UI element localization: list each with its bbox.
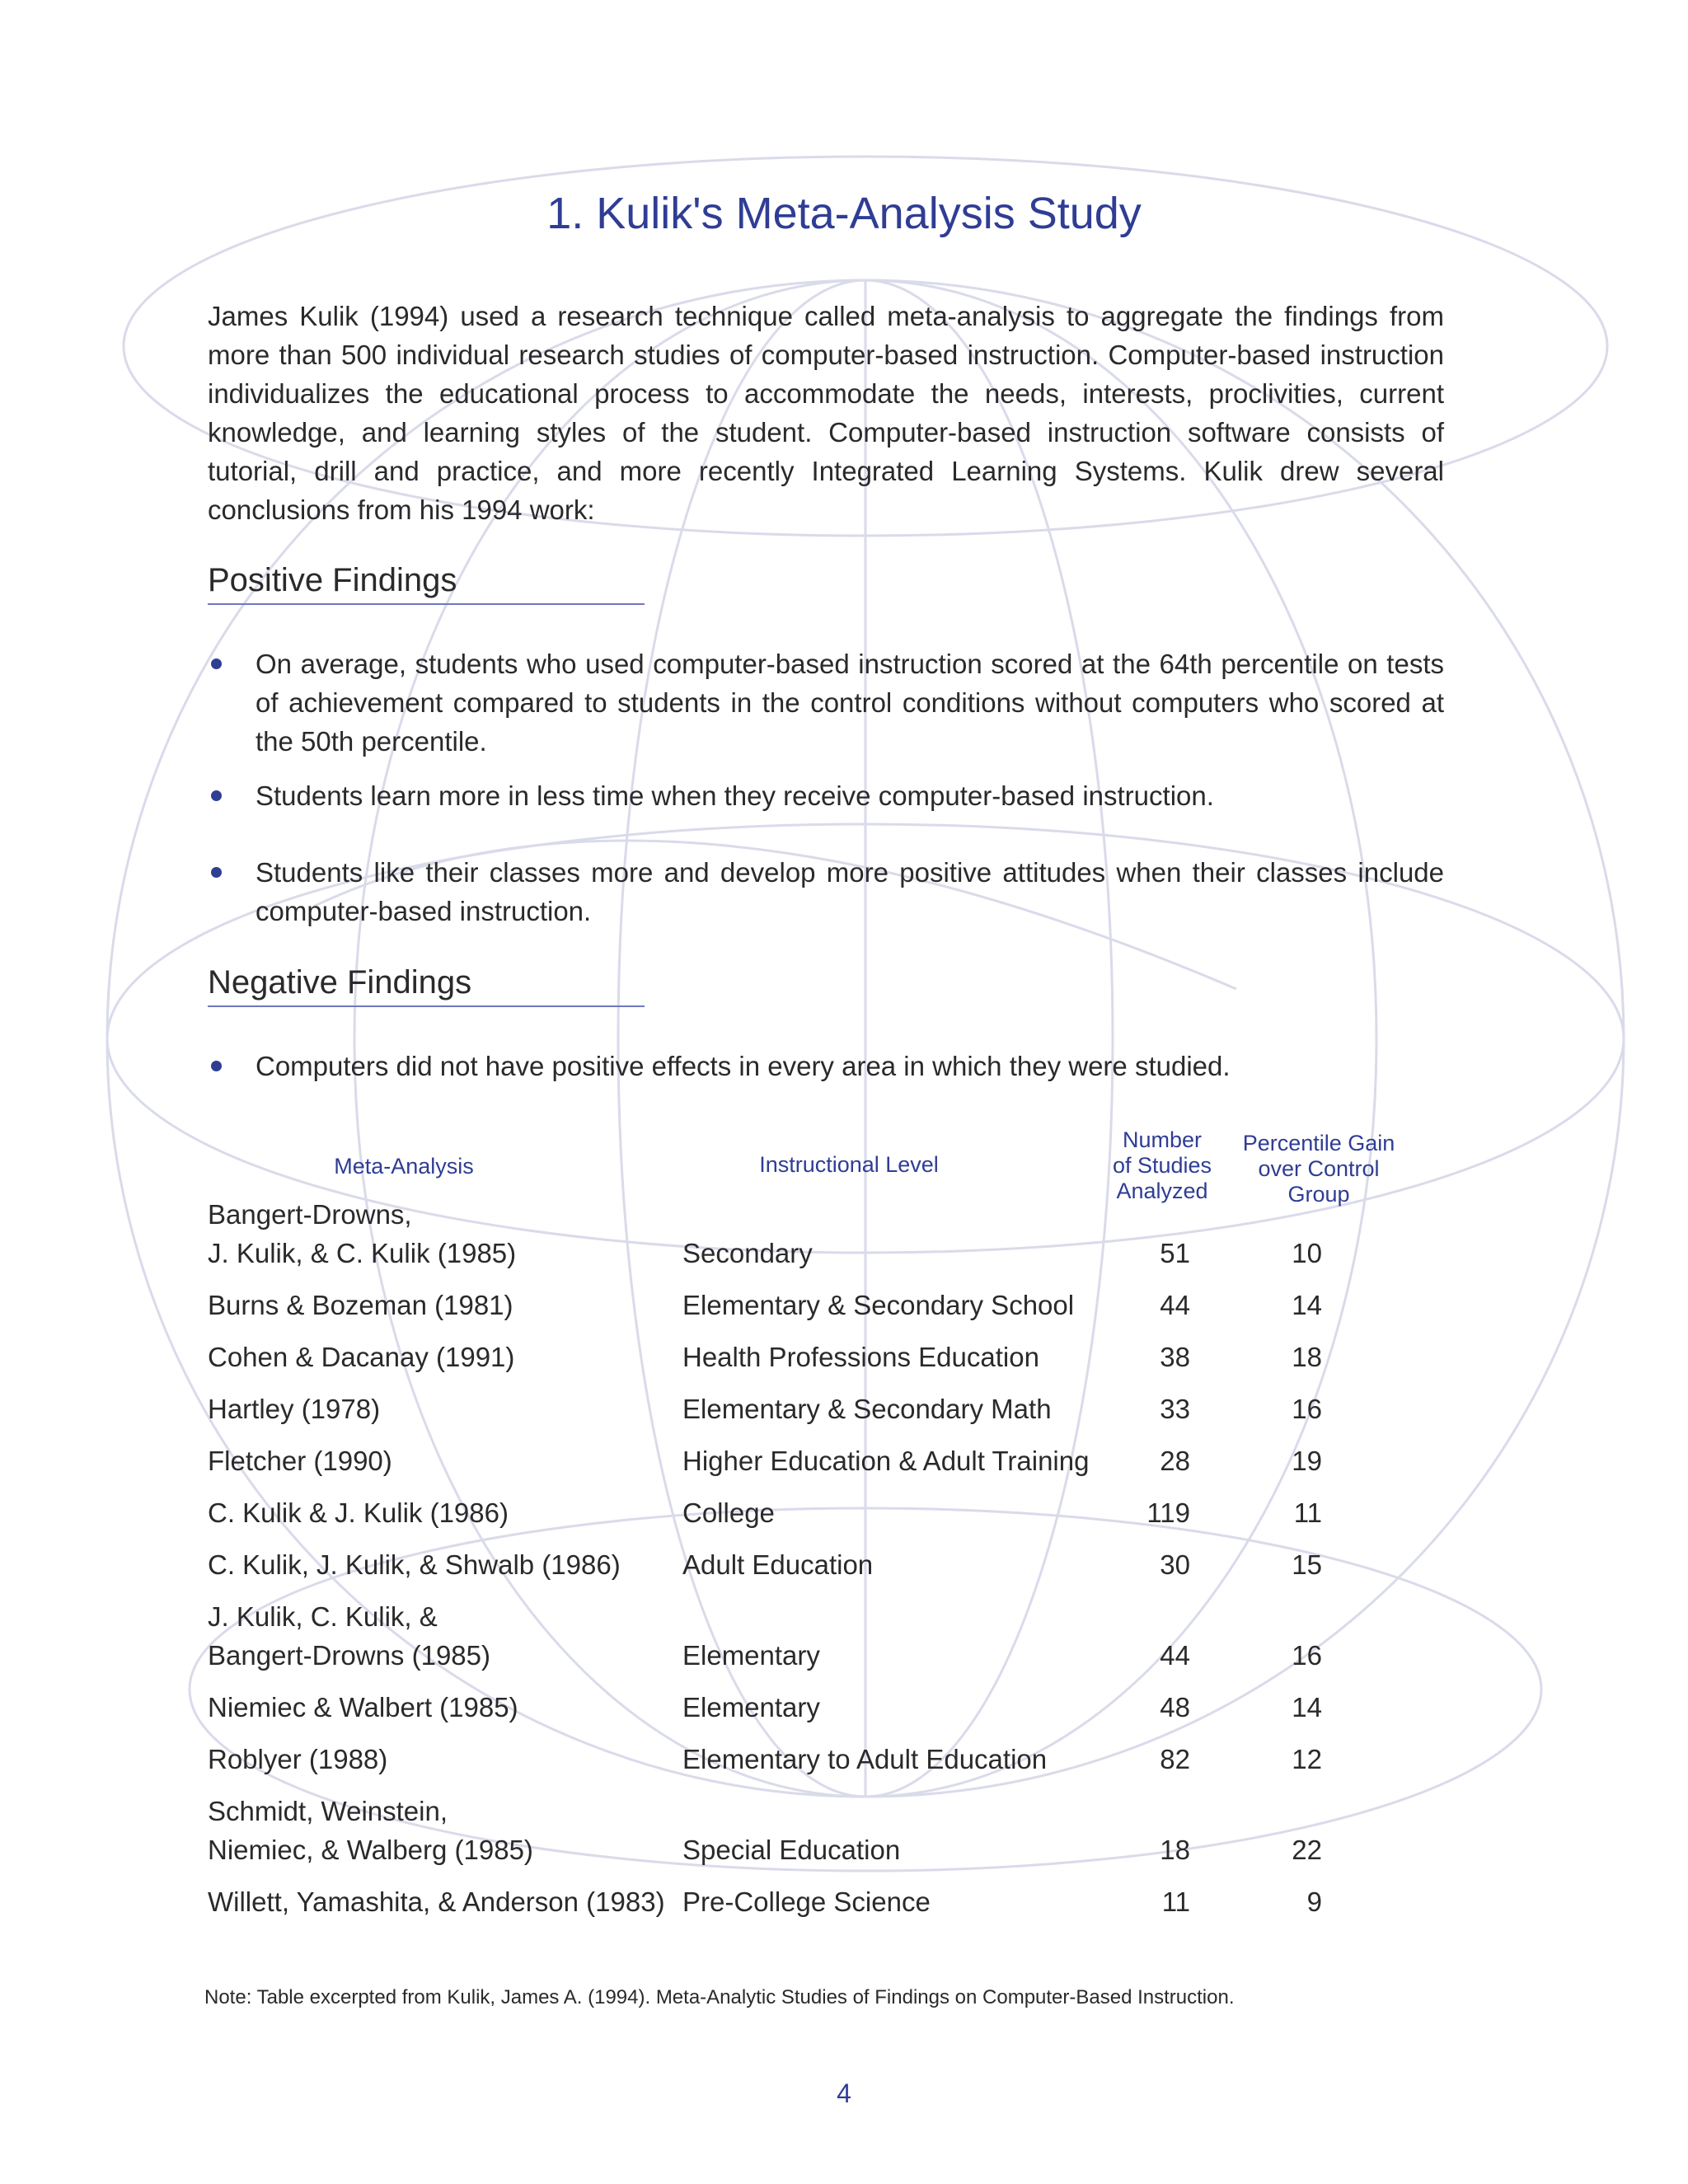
list-item-text: Computers did not have positive effects in every area in which they were studied.: [256, 1051, 1231, 1081]
table-cell-percentile-gain: 19: [1292, 1446, 1322, 1476]
list-item: [208, 853, 1444, 930]
table-cell-percentile-gain: 15: [1292, 1549, 1322, 1580]
negative-findings-list: [208, 1047, 1444, 1085]
page-number: 4: [837, 2079, 851, 2108]
table-header-instructional-level: Instructional Level: [759, 1152, 939, 1177]
intro-paragraph: James Kulik (1994) used a research technique called meta-analysis to aggregate the findings from more than 500 individual research studies of computer-based instruction. Computer-based instruction individualizes the educational process to accommodate the needs, interests, proclivities, current knowledge, and learning styles of the student. Computer-based instruction software consists of tutorial, drill and practice, and more recently Integrated Learning Systems. Kulik drew several conclusions from his 1994 work:: [208, 301, 1444, 525]
bullet-icon: [211, 867, 222, 878]
table-cell-number-of-studies: 48: [1160, 1692, 1190, 1722]
table-cell-meta-analysis: Burns & Bozeman (1981): [208, 1290, 513, 1320]
table-note: Note: Table excerpted from Kulik, James A. (1994). Meta-Analytic Studies of Findings on Computer-Based Instruction.: [204, 1986, 1235, 2008]
table-cell-instructional-level: Elementary: [682, 1640, 820, 1671]
table-cell-percentile-gain: 12: [1292, 1744, 1322, 1774]
table-cell-number-of-studies: 44: [1160, 1640, 1190, 1671]
table-cell-instructional-level: College: [682, 1497, 775, 1528]
list-item: [208, 776, 1444, 815]
table-cell-instructional-level: Special Education: [682, 1835, 901, 1865]
table-cell-number-of-studies: 11: [1161, 1886, 1190, 1917]
list-item-text: Students like their classes more and develop more positive attitudes when their classes include computer-based instruction.: [256, 857, 1444, 926]
table-cell-meta-analysis: Niemiec, & Walberg (1985): [208, 1835, 533, 1865]
table-cell-number-of-studies: 51: [1160, 1238, 1190, 1268]
list-item: [208, 644, 1444, 761]
table-cell-percentile-gain: 11: [1293, 1497, 1322, 1528]
table-header-number-of-studies: Number of Studies Analyzed: [1112, 1127, 1212, 1203]
table-cell-percentile-gain: 22: [1292, 1835, 1322, 1865]
list-item-text: Students learn more in less time when they receive computer-based instruction.: [256, 780, 1214, 811]
table-cell-number-of-studies: 30: [1160, 1549, 1190, 1580]
table-cell-meta-analysis: C. Kulik, J. Kulik, & Shwalb (1986): [208, 1549, 621, 1580]
table-cell-meta-analysis: Cohen & Dacanay (1991): [208, 1342, 515, 1372]
table-cell-meta-analysis: Bangert-Drowns,: [208, 1199, 412, 1230]
table-header-percentile-gain: Percentile Gain over Control Group: [1242, 1131, 1395, 1207]
table-cell-instructional-level: Elementary: [682, 1692, 820, 1722]
table-cell-instructional-level: Elementary & Secondary School: [682, 1290, 1075, 1320]
table-cell-percentile-gain: 10: [1292, 1238, 1322, 1268]
table-cell-percentile-gain: 16: [1292, 1394, 1322, 1424]
table-cell-instructional-level: Elementary to Adult Education: [682, 1744, 1048, 1774]
negative-findings-heading: Negative Findings: [208, 963, 645, 1007]
table-cell-meta-analysis: Hartley (1978): [208, 1394, 381, 1424]
table-cell-percentile-gain: 9: [1306, 1886, 1322, 1917]
bullet-icon: [211, 658, 222, 669]
table-cell-meta-analysis: Roblyer (1988): [208, 1744, 388, 1774]
table-cell-instructional-level: Higher Education & Adult Training: [682, 1446, 1090, 1476]
table-cell-meta-analysis: J. Kulik, C. Kulik, &: [208, 1601, 438, 1632]
table-cell-percentile-gain: 14: [1292, 1290, 1322, 1320]
table-cell-percentile-gain: 16: [1292, 1640, 1322, 1671]
table-header-meta-analysis: Meta-Analysis: [334, 1154, 474, 1179]
positive-findings-heading: Positive Findings: [208, 560, 645, 605]
table-cell-instructional-level: Secondary: [682, 1238, 813, 1268]
table-cell-meta-analysis: Fletcher (1990): [208, 1446, 392, 1476]
table-cell-number-of-studies: 119: [1146, 1497, 1190, 1528]
table-cell-instructional-level: Elementary & Secondary Math: [682, 1394, 1052, 1424]
table-cell-instructional-level: Adult Education: [682, 1549, 874, 1580]
table-cell-meta-analysis: Schmidt, Weinstein,: [208, 1796, 448, 1826]
table-cell-percentile-gain: 14: [1292, 1692, 1322, 1722]
bullet-icon: [211, 1061, 222, 1071]
table-cell-meta-analysis: J. Kulik, & C. Kulik (1985): [208, 1238, 517, 1268]
table-cell-number-of-studies: 82: [1160, 1744, 1190, 1774]
list-item-text: On average, students who used computer-based instruction scored at the 64th percentile on tests of achievement compared to students in the control conditions without computers who scored at the 50th percentile.: [256, 649, 1444, 757]
list-item: [208, 1047, 1444, 1085]
table-cell-number-of-studies: 28: [1160, 1446, 1190, 1476]
table-cell-number-of-studies: 38: [1160, 1342, 1190, 1372]
positive-findings-list: [208, 644, 1444, 930]
table-cell-instructional-level: Pre-College Science: [682, 1886, 931, 1917]
table-cell-number-of-studies: 33: [1160, 1394, 1190, 1424]
page-title: 1. Kulik's Meta-Analysis Study: [546, 189, 1142, 238]
table-cell-instructional-level: Health Professions Education: [682, 1342, 1039, 1372]
table-cell-meta-analysis: C. Kulik & J. Kulik (1986): [208, 1497, 509, 1528]
bullet-icon: [211, 790, 222, 801]
table-cell-meta-analysis: Willett, Yamashita, & Anderson (1983): [208, 1886, 665, 1917]
table-cell-meta-analysis: Bangert-Drowns (1985): [208, 1640, 490, 1671]
table-cell-number-of-studies: 44: [1160, 1290, 1190, 1320]
table-cell-meta-analysis: Niemiec & Walbert (1985): [208, 1692, 518, 1722]
table-cell-percentile-gain: 18: [1292, 1342, 1322, 1372]
table-cell-number-of-studies: 18: [1160, 1835, 1190, 1865]
